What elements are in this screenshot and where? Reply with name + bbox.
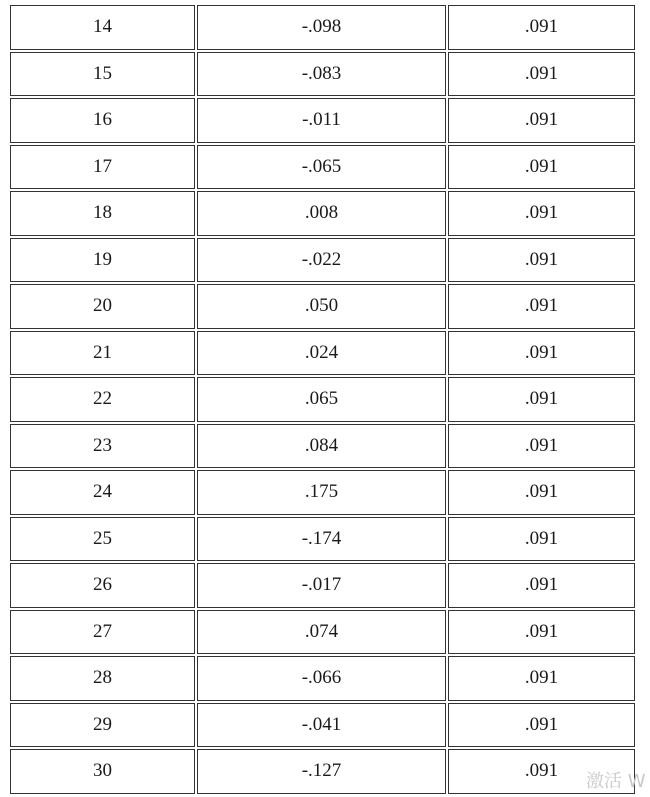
standard-error-cell: .091 — [448, 377, 635, 422]
table-row — [10, 52, 635, 97]
table-row — [10, 610, 635, 655]
item-number-cell: 16 — [10, 98, 195, 143]
table-row — [10, 238, 635, 283]
standard-error-cell: .091 — [448, 238, 635, 283]
value-cell: -.174 — [197, 517, 446, 562]
item-number-cell: 30 — [10, 749, 195, 794]
item-number-cell: 17 — [10, 145, 195, 190]
item-number-cell: 22 — [10, 377, 195, 422]
value-cell: -.083 — [197, 52, 446, 97]
value-cell: .175 — [197, 470, 446, 515]
item-number-cell: 28 — [10, 656, 195, 701]
standard-error-cell: .091 — [448, 331, 635, 376]
table-row — [10, 5, 635, 50]
value-cell: -.098 — [197, 5, 446, 50]
standard-error-cell: .091 — [448, 191, 635, 236]
item-number-cell: 19 — [10, 238, 195, 283]
standard-error-cell: .091 — [448, 52, 635, 97]
table-row — [10, 656, 635, 701]
value-cell: -.127 — [197, 749, 446, 794]
value-cell: .050 — [197, 284, 446, 329]
table-row — [10, 191, 635, 236]
table-row — [10, 145, 635, 190]
item-number-cell: 14 — [10, 5, 195, 50]
value-cell: -.017 — [197, 563, 446, 608]
data-table — [8, 3, 637, 796]
table-row — [10, 331, 635, 376]
table-body — [10, 5, 635, 794]
standard-error-cell: .091 — [448, 424, 635, 469]
table-row — [10, 749, 635, 794]
item-number-cell: 20 — [10, 284, 195, 329]
item-number-cell: 15 — [10, 52, 195, 97]
item-number-cell: 26 — [10, 563, 195, 608]
standard-error-cell: .091 — [448, 703, 635, 748]
item-number-cell: 23 — [10, 424, 195, 469]
value-cell: -.011 — [197, 98, 446, 143]
table-row — [10, 703, 635, 748]
value-cell: -.041 — [197, 703, 446, 748]
value-cell: -.066 — [197, 656, 446, 701]
value-cell: .065 — [197, 377, 446, 422]
item-number-cell: 24 — [10, 470, 195, 515]
activation-watermark: 激活 W — [586, 771, 646, 792]
value-cell: -.065 — [197, 145, 446, 190]
standard-error-cell: .091 — [448, 98, 635, 143]
item-number-cell: 27 — [10, 610, 195, 655]
table-row — [10, 563, 635, 608]
item-number-cell: 21 — [10, 331, 195, 376]
standard-error-cell: .091 — [448, 517, 635, 562]
table-row — [10, 98, 635, 143]
standard-error-cell: .091 — [448, 563, 635, 608]
item-number-cell: 25 — [10, 517, 195, 562]
table-row — [10, 517, 635, 562]
value-cell: -.022 — [197, 238, 446, 283]
item-number-cell: 29 — [10, 703, 195, 748]
table-row — [10, 377, 635, 422]
table-row — [10, 284, 635, 329]
standard-error-cell: .091 — [448, 610, 635, 655]
standard-error-cell: .091 — [448, 749, 635, 794]
value-cell: .074 — [197, 610, 446, 655]
standard-error-cell: .091 — [448, 5, 635, 50]
data-table-container — [8, 3, 635, 796]
value-cell: .008 — [197, 191, 446, 236]
standard-error-cell: .091 — [448, 284, 635, 329]
item-number-cell: 18 — [10, 191, 195, 236]
standard-error-cell: .091 — [448, 470, 635, 515]
value-cell: .024 — [197, 331, 446, 376]
table-row — [10, 470, 635, 515]
standard-error-cell: .091 — [448, 656, 635, 701]
standard-error-cell: .091 — [448, 145, 635, 190]
value-cell: .084 — [197, 424, 446, 469]
table-row — [10, 424, 635, 469]
